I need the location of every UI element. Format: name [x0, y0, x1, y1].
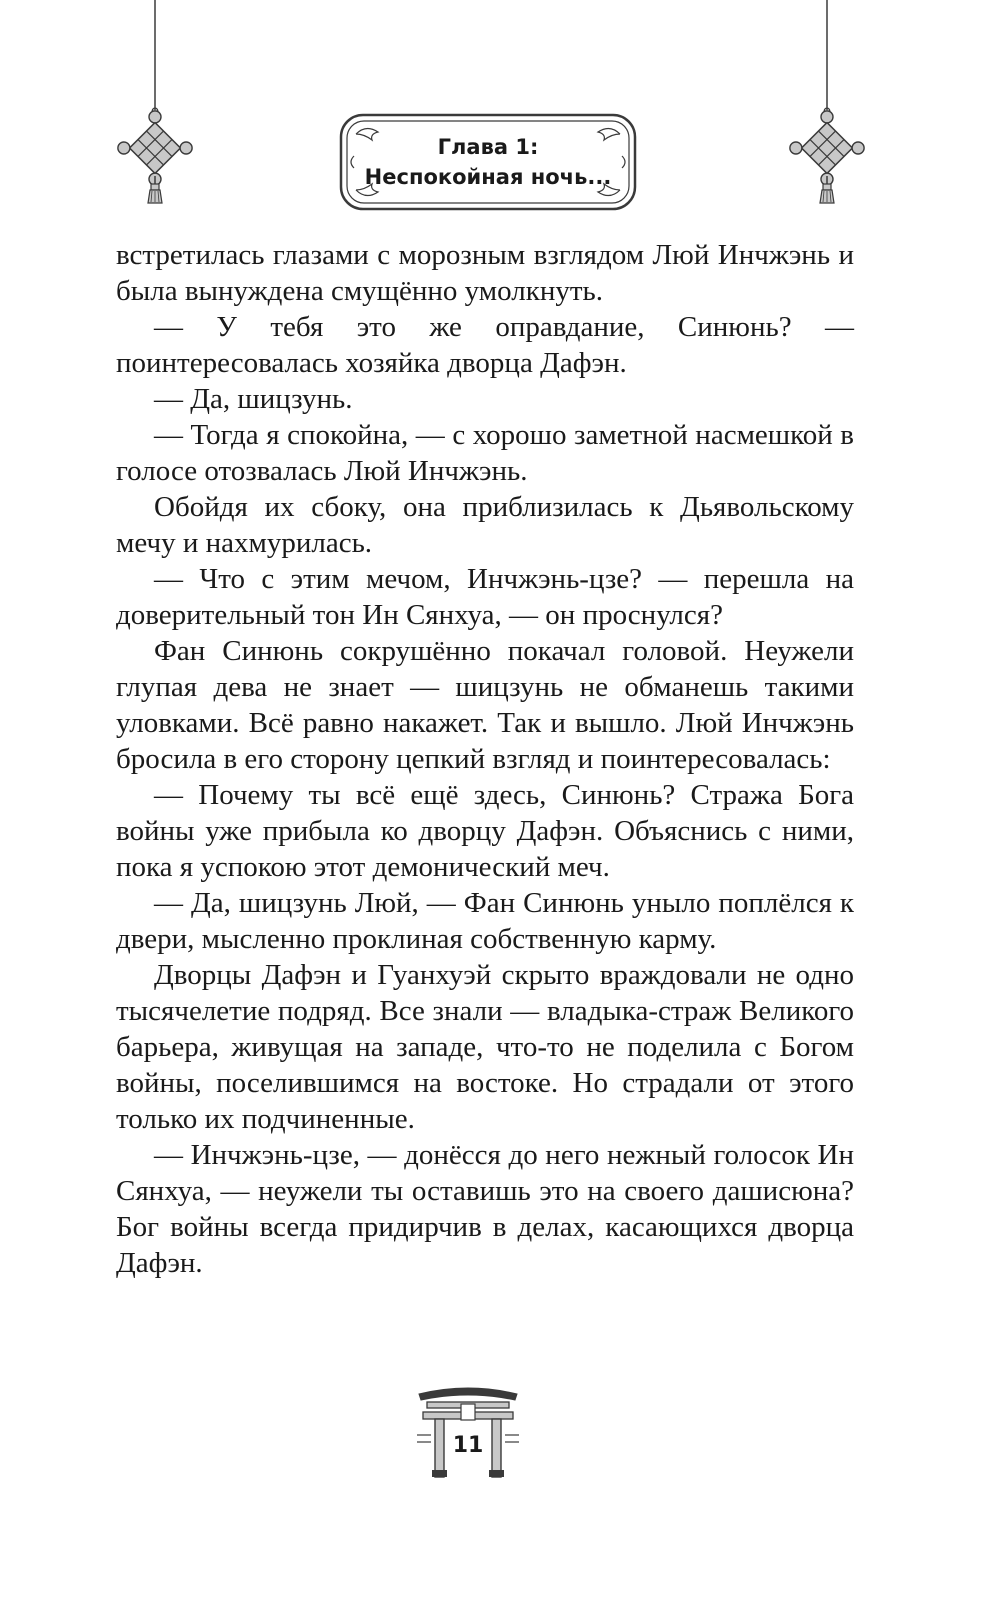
paragraph: — Да, шицзунь.: [154, 383, 353, 415]
chapter-heading: [338, 112, 638, 212]
chapter-number: Глава 1:: [437, 135, 539, 159]
paragraph: — Инчжэнь-цзе, — донёсся до него нежный голосок Ин Сянхуа, — неужели ты оставишь это на своего дашисюна? Бог войны всегда придирчив в делах, касающихся дворца Дафэн.: [116, 1139, 854, 1279]
paragraph: встретилась глазами с морозным взглядом Люй Инчжэнь и была вынуждена смущённо умолкнуть.: [116, 239, 854, 307]
page-number: 11: [452, 1433, 484, 1458]
chapter-title: Неспокойная ночь...: [364, 165, 612, 189]
torii-gate-icon: [413, 1380, 523, 1480]
paragraph: — Что с этим мечом, Инчжэнь-цзе? — перешла на доверительный тон Ин Сянхуа, — он проснулся?: [116, 563, 854, 631]
endless-knot-icon: [782, 0, 872, 215]
paragraph: — Тогда я спокойна, — с хорошо заметной насмешкой в голосе отозвалась Люй Инчжэнь.: [116, 419, 854, 487]
endless-knot-icon: [110, 0, 200, 215]
paragraph: Дворцы Дафэн и Гуанхуэй скрыто враждовали не одно тысячелетие подряд. Все знали — владыка-страж Великого барьера, живущая на западе, что-то не поделила с Богом войны, поселившимся на востоке. Но страдали от этого только их подчиненные.: [116, 959, 854, 1135]
paragraph: — Да, шицзунь Люй, — Фан Синюнь уныло поплёлся к двери, мысленно проклиная собственную карму.: [116, 887, 854, 955]
paragraph: — У тебя это же оправдание, Синюнь? — поинтересовалась хозяйка дворца Дафэн.: [116, 311, 854, 379]
paragraph: — Почему ты всё ещё здесь, Синюнь? Стража Бога войны уже прибыла ко дворцу Дафэн. Объяснись с ними, пока я успокою этот демонический меч.: [116, 779, 854, 883]
paragraph: Обойдя их сбоку, она приблизилась к Дьявольскому мечу и нахмурилась.: [116, 491, 854, 559]
page-body: [116, 237, 854, 1281]
paragraph: Фан Синюнь сокрушённо покачал головой. Неужели глупая дева не знает — шицзунь не обманешь такими уловками. Всё равно накажет. Так и вышло. Люй Инчжэнь бросила в его сторону цепкий взгляд и поинтересовалась:: [116, 635, 854, 775]
